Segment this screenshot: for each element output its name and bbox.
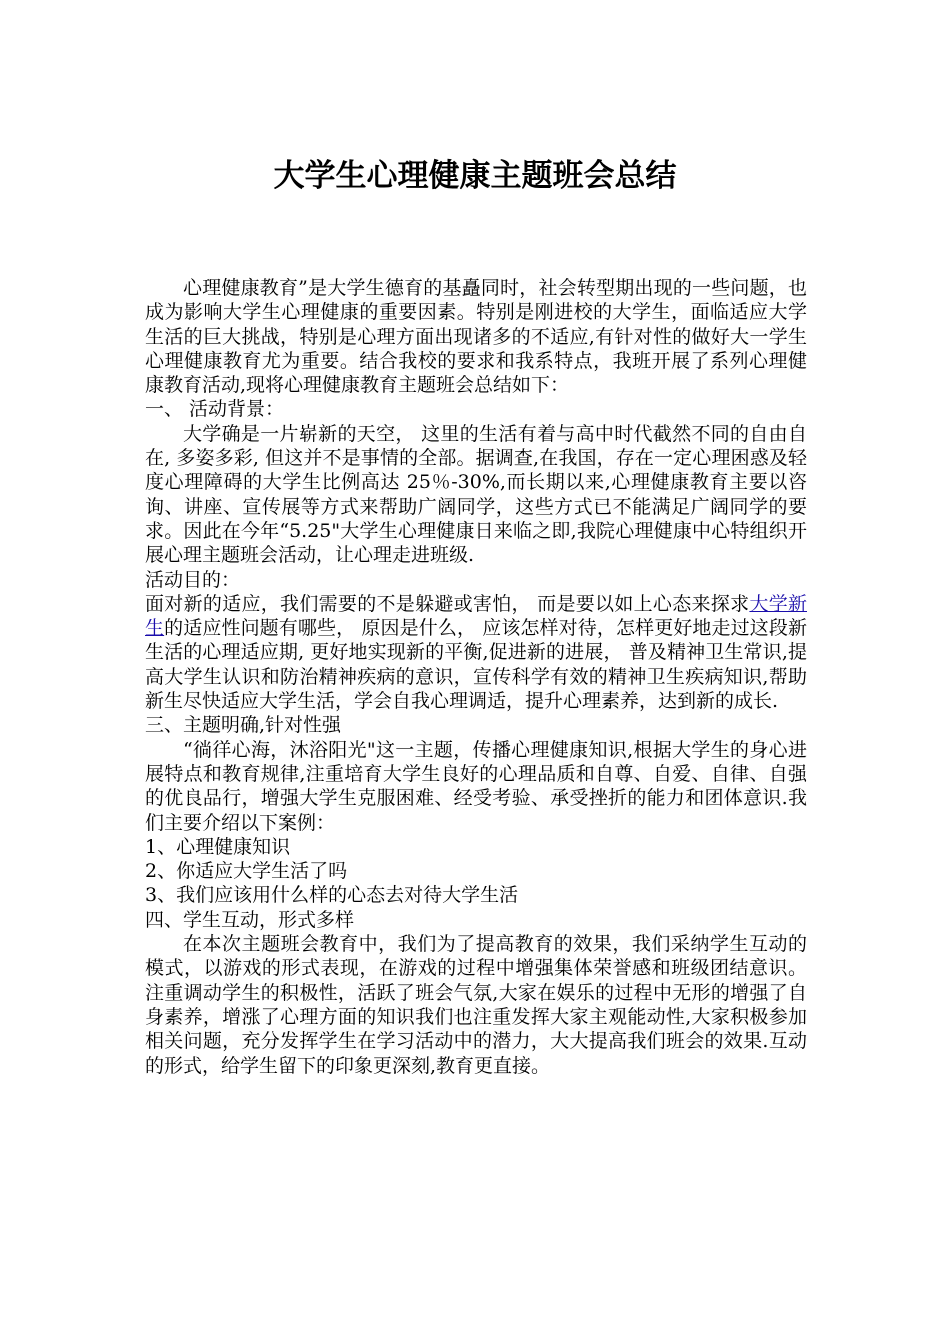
- section2-text-after-link: 的适应性问题有哪些， 原因是什么， 应该怎样对待，怎样更好地走过这段新生活的心理适应期, 更好地实现新的平衡,促进新的进展， 普及精神卫生常识,提高大学生认识和防治精神疾病的意识，宣传科学有效的精神卫生疾病知识,帮助新生尽快适应大学生活，学会自我心理调适，提升心理素养，达到新的成长.: [145, 617, 807, 713]
- section2-paragraph: [145, 592, 807, 713]
- section4-paragraph: 在本次主题班会教育中，我们为了提高教育的效果，我们采纳学生互动的模式，以游戏的形式表现，在游戏的过程中增强集体荣誉感和班级团结意识。注重调动学生的积极性，活跃了班会气氛,大家在娱乐的过程中无形的增强了自身素养，增涨了心理方面的知识我们也注重发挥大家主观能动性,大家积极参加相关问题，充分发挥学生在学习活动中的潜力，大大提高我们班会的效果.互动的形式，给学生留下的印象更深刻,教育更直接。: [145, 933, 807, 1077]
- section1-paragraph: 大学确是一片崭新的天空， 这里的生活有着与高中时代截然不同的自由自在, 多姿多彩, 但这并不是事情的全部。据调查,在我国，存在一定心理困惑及轻度心理障碍的大学生比例高达 25％-30%,而长期以来,心理健康教育主要以咨询、讲座、宣传展等方式来帮助广阔同学，这些方式已不能满足广阔同学的要求。因此在今年“5.25"大学生心理健康日来临之即,我院心理健康中心特组织开展心理主题班会活动，让心理走进班级.: [145, 422, 807, 567]
- section3-heading: 三、主题明确,针对性强: [145, 714, 342, 737]
- freshman-link[interactable]: 大学新生: [145, 592, 807, 640]
- section1-heading: 一、 活动背景：: [145, 398, 285, 421]
- document-title: 大学生心理健康主题班会总结: [273, 158, 677, 194]
- document-body: [145, 276, 807, 1078]
- section4-heading: 四、学生互动，形式多样: [145, 908, 355, 931]
- case-item-2: 2、你适应大学生活了吗: [145, 860, 348, 883]
- intro-paragraph: 心理健康教育”是大学生德育的基矗同时，社会转型期出现的一些问题，也成为影响大学生心理健康的重要因素。特别是刚进校的大学生，面临适应大学生活的巨大挑战，特别是心理方面出现诸多的不适应,有针对性的做好大一学生心理健康教育尤为重要。结合我校的要求和我系特点，我班开展了系列心理健康教育活动,现将心理健康教育主题班会总结如下：: [145, 277, 807, 397]
- section2-heading: 活动目的：: [145, 568, 241, 591]
- section3-paragraph: “徜徉心海，沐浴阳光"这一主题，传播心理健康知识,根据大学生的身心进展特点和教育规律,注重培育大学生良好的心理品质和自尊、自爱、自律、自强的优良品行，增强大学生克服困难、经受考验、承受挫折的能力和团体意识.我们主要介绍以下案例：: [145, 738, 807, 834]
- section2-text-before-link: 面对新的适应，我们需要的不是躲避或害怕， 而是要以如上心态来探求: [145, 592, 750, 615]
- case-item-1: 1、心理健康知识: [145, 835, 291, 858]
- case-item-3: 3、我们应该用什么样的心态去对待大学生活: [145, 884, 519, 907]
